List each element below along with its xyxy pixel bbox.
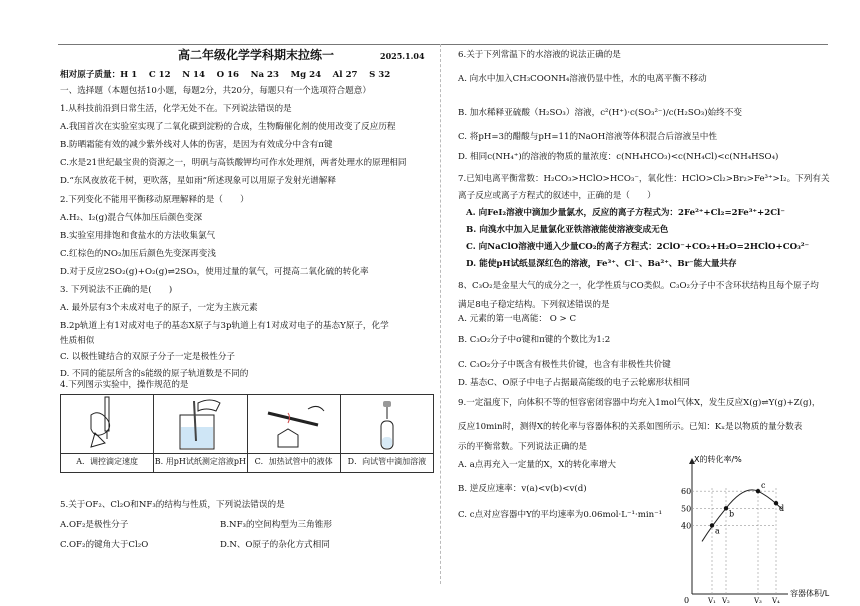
q7-option-d: D. 能使pH试纸显深红色的溶液，Fe³⁺、Cl⁻、Ba²⁺、Br⁻能大量共存 <box>466 259 737 269</box>
q7-option-b: B. 向溴水中加入足量氯化亚铁溶液能使溶液变成无色 <box>466 225 669 235</box>
q2-option-b: B.实验室用排饱和食盐水的方法收集氯气 <box>60 231 216 241</box>
point-label-c: c <box>761 481 766 491</box>
q6-stem: 6.关于下列常温下的水溶液的说法正确的是 <box>458 50 621 60</box>
q1-option-c: C.水是21世纪最宝贵的资源之一，明矾与高铁酸钾均可作水处理剂，两者处理水的原理相同 <box>60 158 407 168</box>
q1-option-b: B.防晒霜能有效的减少紫外线对人体的伤害，是因为有效成分中含有π键 <box>60 140 333 150</box>
q3-stem: 3. 下列说法不正确的是( ) <box>60 285 173 295</box>
q1-option-a: A.我国首次在实验室实现了二氧化碳到淀粉的合成，生物酶催化剂的使用改变了反应历程 <box>60 122 396 132</box>
q9-stem-cont2: 示的平衡常数。下列说法正确的是 <box>458 442 587 452</box>
point-label-a: a <box>715 526 720 536</box>
q9-option-c: C. c点对应容器中Y的平均速率为0.06mol·L⁻¹·min⁻¹ <box>458 510 663 520</box>
q9-option-a: A. a点再充入一定量的X，X的转化率增大 <box>458 460 616 470</box>
q5-option-b: B.NF₃的空间构型为三角锥形 <box>220 520 332 530</box>
ph-paper-illustration <box>154 395 247 453</box>
q8-option-a: A. 元素的第一电离能： O > C <box>458 314 577 324</box>
q8-option-b: B. C₃O₂分子中σ键和π键的个数比为1:2 <box>458 335 611 345</box>
point-b <box>724 506 728 510</box>
column-divider <box>440 44 441 584</box>
x-tick-label: V₂ <box>722 597 730 604</box>
q4-image-table <box>60 394 434 454</box>
chart-ylabel: X的转化率/% <box>694 455 742 464</box>
point-c <box>756 489 760 493</box>
q4-caption-a: A．调控滴定速度 <box>61 452 154 472</box>
q3-option-d: D. 不同的能层所含的s能级的原子轨道数是不同的 <box>60 369 249 379</box>
chart-origin: 0 <box>684 596 690 604</box>
x-tick-label: V₄ <box>772 597 780 604</box>
q7-option-a: A. 向FeI₂溶液中滴加少量氯水，反应的离子方程式为：2Fe²⁺+Cl₂=2Fe³⁺+2Cl⁻ <box>466 208 785 218</box>
q2-stem: 2.下列变化不能用平衡移动原理解释的是（ ） <box>60 195 249 205</box>
q7-stem: 7.已知电离平衡常数：H₂CO₃>HClO>HCO₃⁻，氧化性：HClO>Cl₂>Br₂>Fe³⁺>I₂。下列有关 <box>458 174 830 184</box>
q9-stem: 9.一定温度下，向体积不等的恒容密闭容器中均充入1mol气体X，发生反应X(g)⇌Y(g)+Z(g)， <box>458 398 821 408</box>
point-a <box>710 523 714 527</box>
point-d <box>774 501 778 505</box>
q2-option-c: C.红棕色的NO₂加压后颜色先变深再变浅 <box>60 249 216 259</box>
q2-option-a: A.H₂、I₂(g)混合气体加压后颜色变深 <box>60 213 203 223</box>
conversion-curve <box>702 490 785 542</box>
x-tick-label: V₃ <box>754 597 762 604</box>
page-title: 高二年级化学学科期末拉练一 <box>178 48 335 62</box>
q8-stem: 8、C₃O₂是金星大气的成分之一，化学性质与CO类似。C₃O₂分子中不含环状结构且每个原子均 <box>458 281 819 291</box>
y-tick-label: 60 <box>681 487 692 497</box>
q4-caption-c: C．加热试管中的液体 <box>248 452 341 472</box>
top-rule <box>58 44 828 45</box>
point-label-d: d <box>779 504 785 514</box>
q3-option-c: C. 以极性键结合的双原子分子一定是极性分子 <box>60 352 236 362</box>
q9-stem-cont: 反应10min时，测得X的转化率与容器体积的关系如图所示。已知：Kₓ是以物质的量分数表 <box>458 422 803 432</box>
burette-illustration <box>61 395 154 453</box>
dropper-illustration <box>341 395 433 453</box>
q3-option-b: B.2p轨道上有1对成对电子的基态X原子与3p轨道上有1对成对电子的基态Y原子，化学 <box>60 321 389 331</box>
y-tick-label: 50 <box>681 504 692 514</box>
chart-xlabel: 容器体积/L <box>790 589 830 598</box>
q5-option-a: A.OF₂是极性分子 <box>60 520 129 530</box>
q5-option-d: D.N、O原子的杂化方式相同 <box>220 540 330 550</box>
q4-stem: 4.下列图示实验中，操作规范的是 <box>60 380 189 390</box>
q1-stem: 1.从科技前沿到日常生活，化学无处不在。下列说法错误的是 <box>60 104 292 114</box>
x-tick-label: V₁ <box>708 597 716 604</box>
q6-option-a: A. 向水中加入CH₃COONH₄溶液仍显中性，水的电离平衡不移动 <box>458 74 707 84</box>
q4-caption-row <box>60 452 434 473</box>
q7-option-c: C. 向NaClO溶液中通入少量CO₂的离子方程式：2ClO⁻+CO₂+H₂O=2HClO+CO₃²⁻ <box>466 242 810 252</box>
atomic-mass-line: 相对原子质量：H 1 C 12 N 14 O 16 Na 23 Mg 24 Al 27 S 32 <box>60 70 391 80</box>
q6-option-b: B. 加水稀释亚硫酸（H₂SO₃）溶液，c²(H⁺)·c(SO₃²⁻)/c(H₂SO₃)始终不变 <box>458 108 742 118</box>
q4-caption-d: D．向试管中滴加溶液 <box>347 457 427 466</box>
q6-option-d: D. 相同c(NH₄⁺)的溶液的物质的量浓度：c(NH₄HCO₃)<c(NH₄Cl)<c(NH₄HSO₄) <box>458 152 779 162</box>
q2-option-d: D.对于反应2SO₂(g)+O₂(g)⇌2SO₃，使用过量的氧气，可提高二氧化硫的转化率 <box>60 267 369 277</box>
q3-option-b-cont: 性质相似 <box>60 336 95 346</box>
q8-stem-cont: 满足8电子稳定结构。下列叙述错误的是 <box>458 300 610 310</box>
q5-stem: 5.关于OF₂、Cl₂O和NF₃的结构与性质，下列说法错误的是 <box>60 500 285 510</box>
conversion-chart <box>680 454 840 604</box>
q1-option-d: D.“东风夜放花千树，更吹落，星如雨”所述现象可以用原子发射光谱解释 <box>60 176 336 186</box>
q9-option-b: B. 逆反应速率：v(a)<v(b)<v(d) <box>458 484 587 494</box>
q5-option-c: C.OF₂的键角大于Cl₂O <box>60 540 149 550</box>
section-heading: 一、选择题（本题包括10小题，每题2分，共20分，每题只有一个选项符合题意） <box>60 86 371 96</box>
q4-caption-b: B. 用pH试纸测定溶液pH <box>154 452 247 472</box>
exam-date: 2025.1.04 <box>380 51 425 61</box>
q3-option-a: A. 最外层有3个未成对电子的原子，一定为主族元素 <box>60 303 258 313</box>
q8-option-d: D. 基态C、O原子中电子占据最高能级的电子云轮廓形状相同 <box>458 378 690 388</box>
q7-stem-cont: 离子反应或离子方程式的叙述中，正确的是（ ） <box>458 191 656 201</box>
heating-illustration <box>248 395 341 453</box>
y-tick-label: 40 <box>681 521 692 531</box>
q8-option-c: C. C₃O₂分子中既含有极性共价键，也含有非极性共价键 <box>458 360 671 370</box>
q6-option-c: C. 将pH=3的醋酸与pH=11的NaOH溶液等体积混合后溶液呈中性 <box>458 132 717 142</box>
point-label-b: b <box>729 509 735 519</box>
